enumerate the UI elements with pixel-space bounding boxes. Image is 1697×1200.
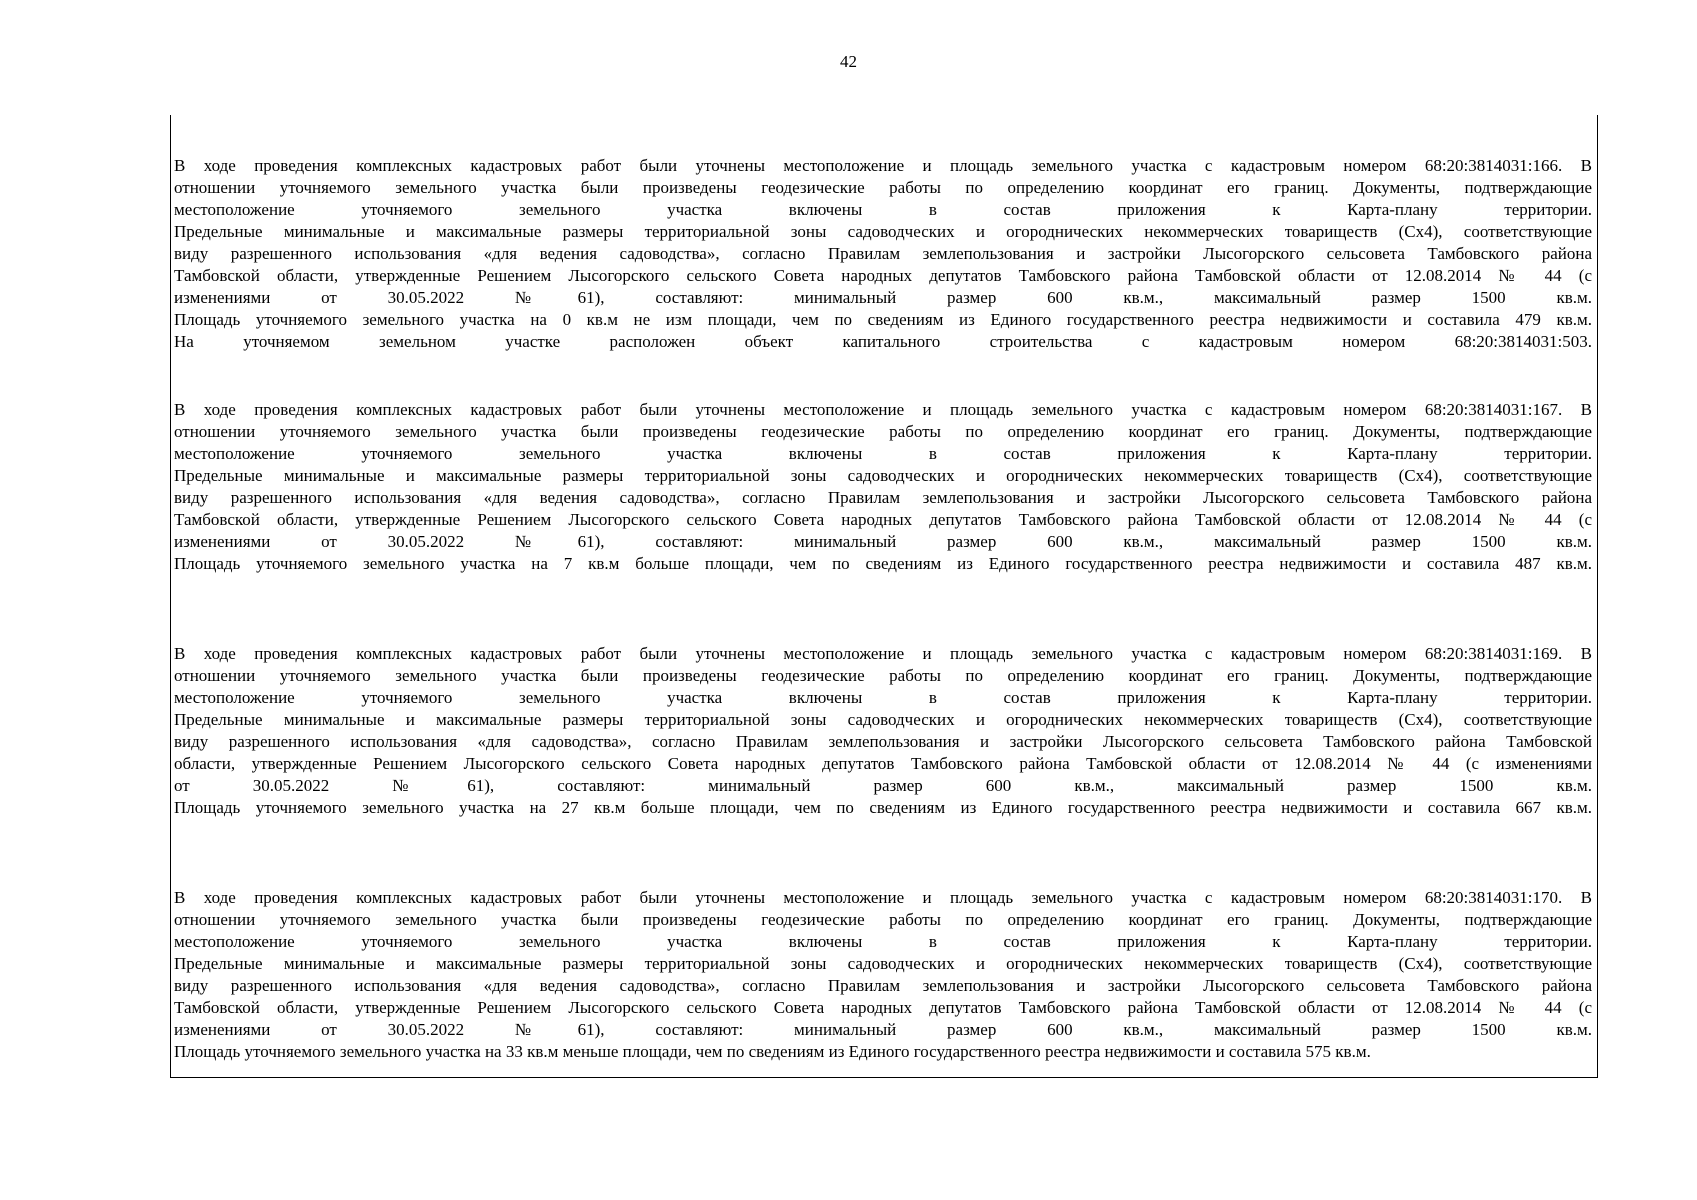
entry-line: В ходе проведения комплексных кадастровых работ были уточнены местоположение и площадь земельного участка с кадастровым номером 68:20:3814031:169. В [174,644,1592,663]
entry-line: Площадь уточняемого земельного участка на 0 кв.м не изм площади, чем по сведениям из Единого государственного реестра недвижимости и составила 479 кв.м. [174,310,1592,329]
entry-line: Предельные минимальные и максимальные размеры территориальной зоны садоводческих и огороднических некоммерческих товариществ (Сх4), соответствующие [174,222,1592,241]
entry-line: изменениями от 30.05.2022 №61), составляют: минимальный размер 600 кв.м., максимальный размер 1500 кв.м. [174,532,1592,551]
entry-line: изменениями от 30.05.2022 №61), составляют: минимальный размер 600 кв.м., максимальный размер 1500 кв.м. [174,1020,1592,1039]
text-frame [170,115,1598,1078]
parcel-entry [174,643,1592,819]
entry-line: На уточняемом земельном участке расположен объект капитального строительства с кадастровым номером 68:20:3814031:503. [174,332,1592,351]
page-number: 42 [840,52,857,71]
entry-line: изменениями от 30.05.2022 №61), составляют: минимальный размер 600 кв.м., максимальный размер 1500 кв.м. [174,288,1592,307]
entry-line: Площадь уточняемого земельного участка на 7 кв.м больше площади, чем по сведениям из Единого государственного реестра недвижимости и составила 487 кв.м. [174,554,1592,573]
entry-line: Площадь уточняемого земельного участка на 27 кв.м больше площади, чем по сведениям из Единого государственного реестра недвижимости и составила 667 кв.м. [174,798,1592,817]
entry-line: В ходе проведения комплексных кадастровых работ были уточнены местоположение и площадь земельного участка с кадастровым номером 68:20:3814031:166. В [174,156,1592,175]
entry-line: виду разрешенного использования «для ведения садоводства», согласно Правилам землепользования и застройки Лысогорского сельсовета Тамбовского района [174,244,1592,263]
entry-line: В ходе проведения комплексных кадастровых работ были уточнены местоположение и площадь земельного участка с кадастровым номером 68:20:3814031:170. В [174,888,1592,907]
entry-line: Предельные минимальные и максимальные размеры территориальной зоны садоводческих и огороднических некоммерческих товариществ (Сх4), соответствующие [174,466,1592,485]
entry-line: отношении уточняемого земельного участка были произведены геодезические работы по определению координат его границ. Документы, подтверждающие [174,910,1592,929]
parcel-entry [174,155,1592,353]
entry-line: отношении уточняемого земельного участка были произведены геодезические работы по определению координат его границ. Документы, подтверждающие [174,666,1592,685]
entry-line: области, утвержденные Решением Лысогорского сельского Совета народных депутатов Тамбовского района Тамбовской области от 12.08.2014 № 44 (с изменениями [174,754,1592,773]
entry-line: Тамбовской области, утвержденные Решением Лысогорского сельского Совета народных депутатов Тамбовского района Тамбовской области от 12.08.2014 № 44 (с [174,998,1592,1017]
entry-line: виду разрешенного использования «для садоводства», согласно Правилам землепользования и застройки Лысогорского сельсовета Тамбовского района Тамбовской [174,732,1592,751]
parcel-entry [174,887,1592,1063]
entry-line: местоположение уточняемого земельного участка включены в состав приложения к Карта-плану территории. [174,200,1592,219]
entry-line: Предельные минимальные и максимальные размеры территориальной зоны садоводческих и огороднических некоммерческих товариществ (Сх4), соответствующие [174,954,1592,973]
entry-line: виду разрешенного использования «для ведения садоводства», согласно Правилам землепользования и застройки Лысогорского сельсовета Тамбовского района [174,976,1592,995]
entry-line: Тамбовской области, утвержденные Решением Лысогорского сельского Совета народных депутатов Тамбовского района Тамбовской области от 12.08.2014 № 44 (с [174,510,1592,529]
entry-line: от 30.05.2022 №61), составляют: минимальный размер 600 кв.м., максимальный размер 1500 кв.м. [174,776,1592,795]
parcel-entry [174,399,1592,575]
entry-line: отношении уточняемого земельного участка были произведены геодезические работы по определению координат его границ. Документы, подтверждающие [174,422,1592,441]
entry-line: местоположение уточняемого земельного участка включены в состав приложения к Карта-плану территории. [174,444,1592,463]
entry-line: местоположение уточняемого земельного участка включены в состав приложения к Карта-плану территории. [174,932,1592,951]
entry-line: отношении уточняемого земельного участка были произведены геодезические работы по определению координат его границ. Документы, подтверждающие [174,178,1592,197]
entry-line: Площадь уточняемого земельного участка на 33 кв.м меньше площади, чем по сведениям из Единого государственного реестра недвижимости и составила 575 кв.м. [174,1042,1371,1061]
entry-line: Предельные минимальные и максимальные размеры территориальной зоны садоводческих и огороднических некоммерческих товариществ (Сх4), соответствующие [174,710,1592,729]
entry-line: виду разрешенного использования «для ведения садоводства», согласно Правилам землепользования и застройки Лысогорского сельсовета Тамбовского района [174,488,1592,507]
entry-line: Тамбовской области, утвержденные Решением Лысогорского сельского Совета народных депутатов Тамбовского района Тамбовской области от 12.08.2014 № 44 (с [174,266,1592,285]
entry-line: В ходе проведения комплексных кадастровых работ были уточнены местоположение и площадь земельного участка с кадастровым номером 68:20:3814031:167. В [174,400,1592,419]
entry-line: местоположение уточняемого земельного участка включены в состав приложения к Карта-плану территории. [174,688,1592,707]
